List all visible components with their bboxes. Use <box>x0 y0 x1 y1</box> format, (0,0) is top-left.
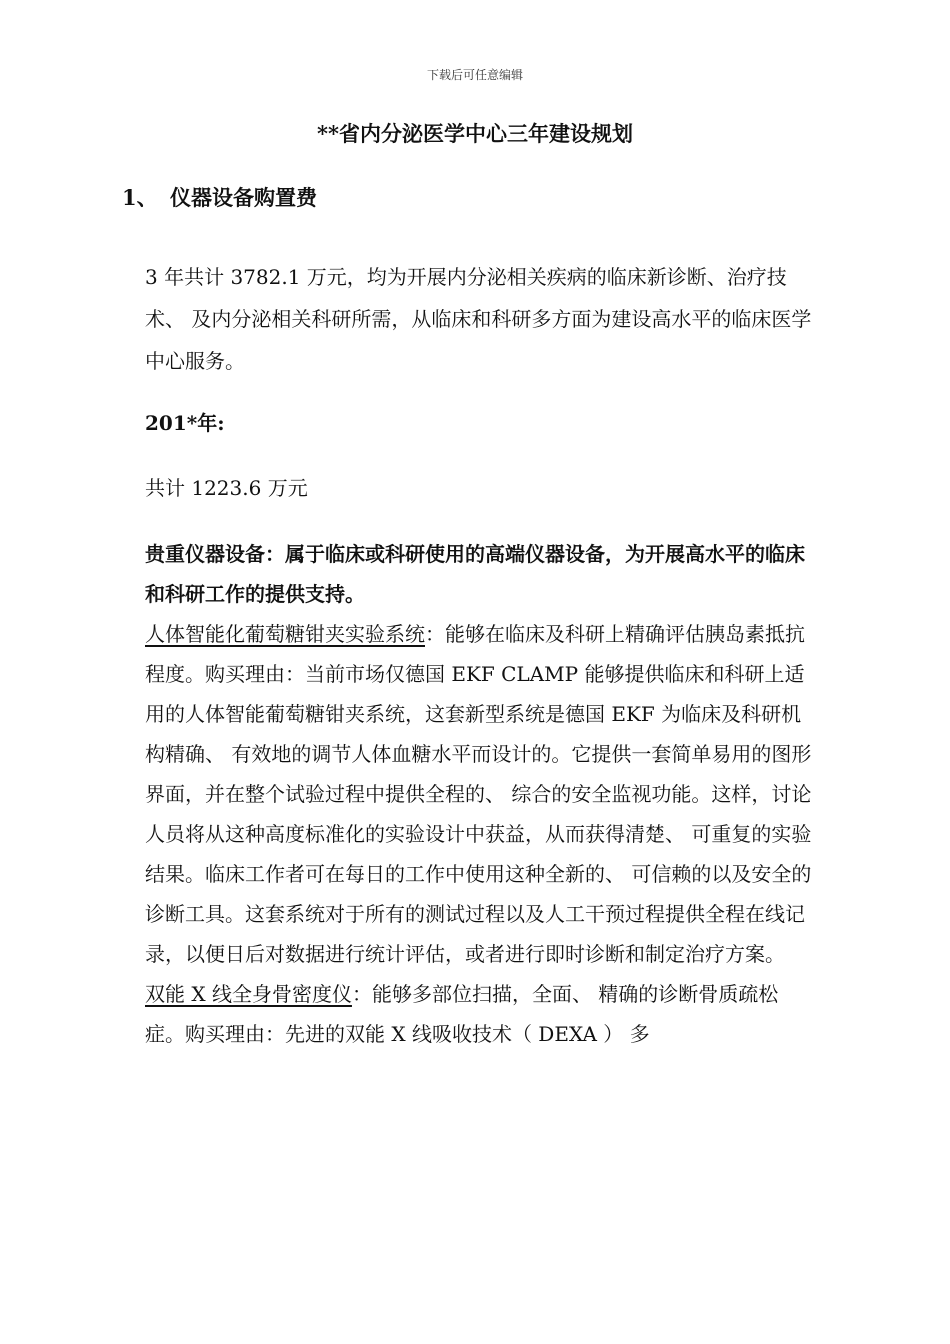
equipment-item <box>145 974 815 1054</box>
equipment-item <box>145 614 815 974</box>
category-heading: 贵重仪器设备：属于临床或科研使用的高端仪器设备，为开展高水平的临床和科研工作的提供支持。 <box>145 542 805 606</box>
equipment-description: ：能够在临床及科研上精确评估胰岛素抵抗程度。购买理由：当前市场仅德国 EKF CLAMP 能够提供临床和科研上适用的人体智能葡萄糖钳夹系统，这套新型系统是德国 EKF 为临床及科研机构精确、 有效地的调节人体血糖水平而设计的。它提供一套简单易用的图形界面，并在整个试验过程中提供全程的、 综合的安全监视功能。这样，讨论人员将从这种高度标准化的实验设计中获益，从而获得清楚、 可重复的实验结果。临床工作者可在每日的工作中使用这种全新的、 可信赖的以及安全的诊断工具。这套系统对于所有的测试过程以及人工干预过程提供全程在线记录，以便日后对数据进行统计评估，或者进行即时诊断和制定治疗方案。 <box>145 622 812 966</box>
year-label: 201*年: <box>145 411 225 435</box>
intro-paragraph: 3 年共计 3782.1 万元，均为开展内分泌相关疾病的临床新诊断、治疗技术、 及内分泌相关科研所需，从临床和科研多方面为建设高水平的临床医学中心服务。 <box>145 265 812 373</box>
year-total: 共计 1223.6 万元 <box>145 476 308 500</box>
section-number: 1、 <box>122 185 158 210</box>
section-title: 仪器设备购置费 <box>170 185 317 210</box>
page-header-note: 下载后可任意编辑 <box>426 68 523 82</box>
document-title: **省内分泌医学中心三年建设规划 <box>317 121 633 146</box>
equipment-name: 人体智能化葡萄糖钳夹实验系统 <box>145 622 425 646</box>
section-heading <box>122 182 317 212</box>
equipment-description: ：能够多部位扫描，全面、 精确的诊断骨质疏松症。购买理由：先进的双能 X 线吸收技术（ DEXA ） 多 <box>145 982 779 1046</box>
equipment-name: 双能 X 线全身骨密度仪 <box>145 982 352 1006</box>
equipment-content <box>145 534 815 1054</box>
